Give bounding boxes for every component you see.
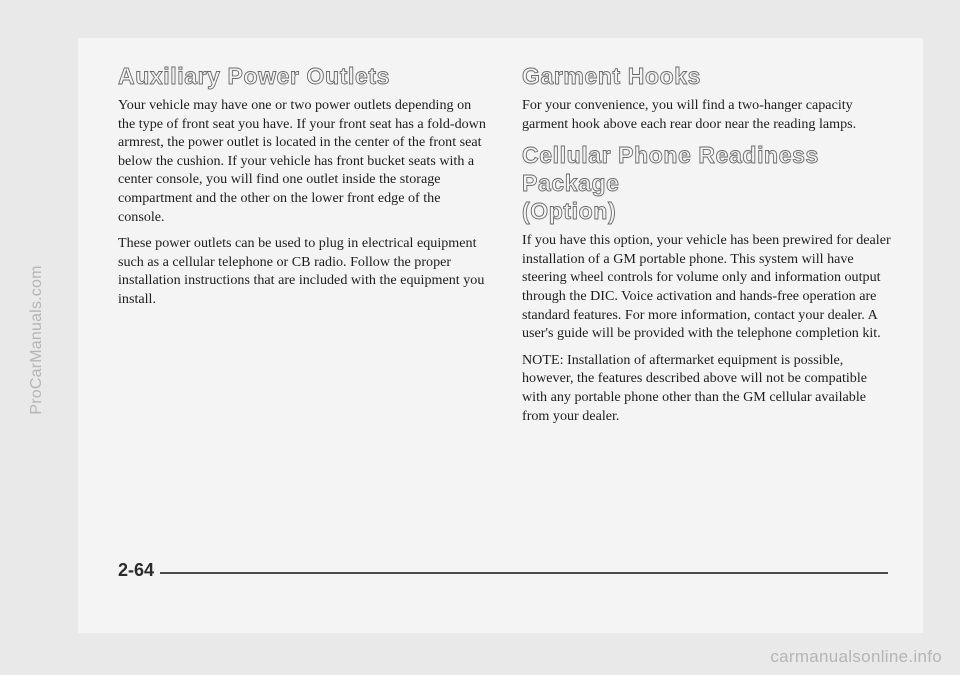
- heading-cellular-line2: (Option): [522, 198, 617, 225]
- heading-cellular-line1: Cellular Phone Readiness Package: [522, 142, 819, 197]
- paragraph-garment-hooks: For your convenience, you will find a two-hanger capacity garment hook above each rear door near the reading lamps.: [522, 97, 857, 132]
- paragraph-power-outlets-usage: These power outlets can be used to plug in electrical equipment such as a cellular telephone or CB radio. Follow the proper installation instructions that are included with the equipment you install.: [118, 235, 485, 307]
- side-watermark-text: ProCarManuals.com: [28, 265, 45, 415]
- right-column: [522, 62, 892, 433]
- side-watermark: [22, 60, 52, 620]
- heading-auxiliary-power-outlets: Auxiliary Power Outlets: [118, 63, 390, 89]
- heading-garment-hooks: Garment Hooks: [522, 63, 702, 89]
- footer-watermark: carmanualsonline.info: [770, 647, 942, 666]
- left-column: [118, 62, 490, 317]
- page-number: 2-64: [118, 560, 155, 580]
- footer-rule: [160, 572, 888, 574]
- paragraph-note: NOTE: Installation of aftermarket equipment is possible, however, the features described above will not be compatible with any portable phone other than the GM cellular available from your dealer.: [522, 351, 867, 424]
- paragraph-power-outlets-location: Your vehicle may have one or two power outlets depending on the type of front seat you have. If your front seat has a fold-down armrest, the power outlet is located in the center of the front seat below the cushion. If your vehicle has front bucket seats with a center console, you will find one outlet inside the storage compartment and the other on the lower front edge of the console.: [118, 97, 486, 225]
- heading-cellular-phone-package: [522, 141, 892, 225]
- paragraph-cellular-option: If you have this option, your vehicle has been prewired for dealer installation of a GM portable phone. This system will have steering wheel controls for volume only and information output through the DIC. Voice activation and hands-free operation are standard features. For more information, contact your dealer. A user's guide will be provided with the telephone completion kit.: [522, 232, 891, 342]
